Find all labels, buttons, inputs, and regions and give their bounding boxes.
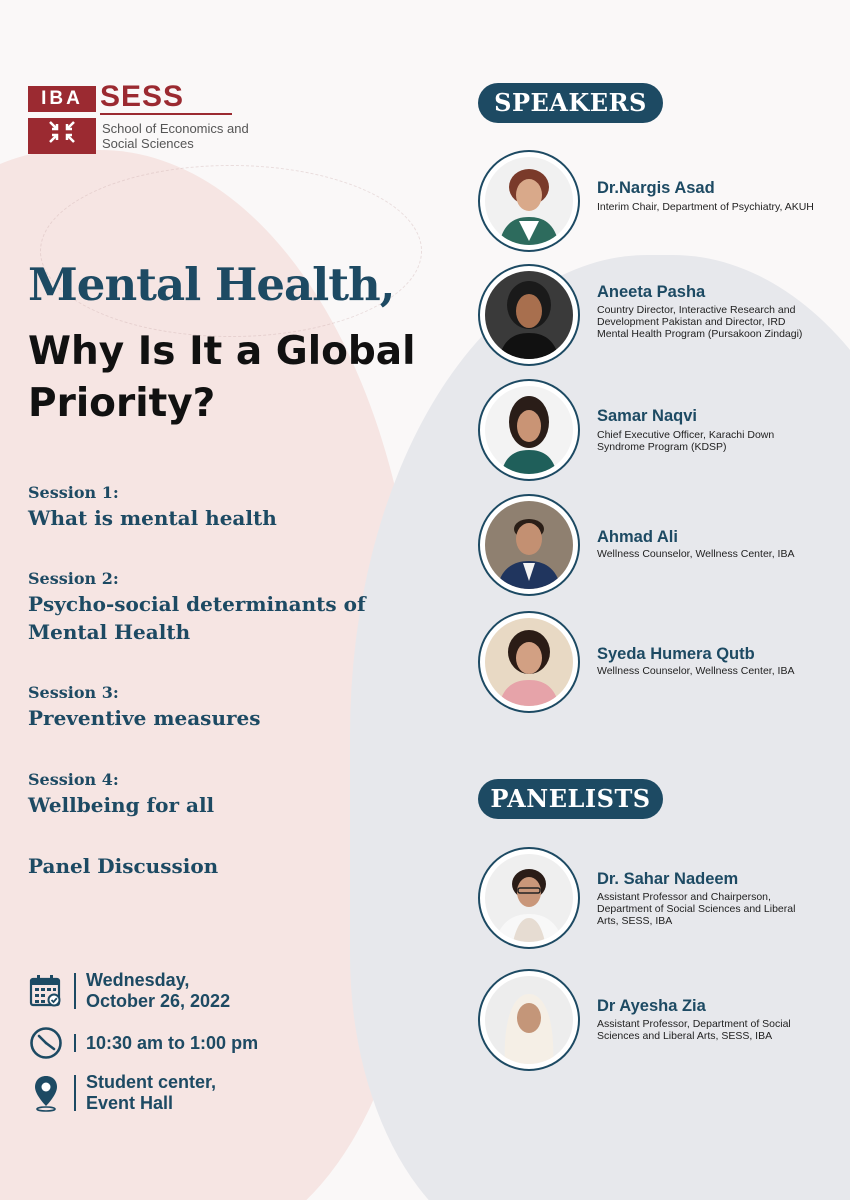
speaker-name: Ahmad Ali <box>597 528 678 546</box>
panelist-name: Dr. Sahar Nadeem <box>597 870 739 888</box>
divider <box>74 973 76 1009</box>
speakers-heading: SPEAKERS <box>478 83 663 123</box>
panelist-role: Assistant Professor, Department of Social Sciences and Liberal Arts, SESS, IBA <box>597 1018 791 1042</box>
session-topic: Wellbeing for all <box>28 793 215 817</box>
panelist-name: Dr Ayesha Zia <box>597 997 706 1015</box>
speaker-name: Samar Naqvi <box>597 407 697 425</box>
event-time <box>28 1025 258 1061</box>
avatar <box>478 969 580 1071</box>
event-time-text: 10:30 am to 1:00 pm <box>86 1032 259 1053</box>
session-label: Session 2: <box>28 569 119 588</box>
avatar <box>478 611 580 713</box>
logo-underline <box>100 113 232 115</box>
speaker-name: Dr.Nargis Asad <box>597 179 715 197</box>
event-date <box>28 970 256 1012</box>
logo-school-name: School of Economics and Social Sciences <box>102 121 249 151</box>
iba-emblem-icon <box>28 118 96 154</box>
session-2 <box>28 568 448 646</box>
session-4 <box>28 769 448 819</box>
session-topic: What is mental health <box>28 506 277 530</box>
title-main: Mental Health, <box>28 258 395 311</box>
panel-discussion-label: Panel Discussion <box>28 854 219 878</box>
speaker-role: Interim Chair, Department of Psychiatry, AKUH <box>597 201 814 213</box>
speaker-role: Wellness Counselor, Wellness Center, IBA <box>597 665 795 677</box>
speaker-name: Syeda Humera Qutb <box>597 645 755 663</box>
session-topic: Psycho-social determinants of Mental Health <box>28 592 366 644</box>
background-brain-swirl <box>40 165 422 337</box>
avatar <box>478 379 580 481</box>
logo-iba-text: IBA <box>28 86 96 112</box>
logo-sess-text: SESS <box>100 80 185 113</box>
session-3 <box>28 682 448 732</box>
event-date-text: Wednesday, October 26, 2022 <box>86 970 231 1011</box>
event-venue <box>28 1072 246 1114</box>
avatar <box>478 264 580 366</box>
session-label: Session 3: <box>28 683 119 702</box>
panelist-role: Assistant Professor and Chairperson, Department of Social Sciences and Liberal Arts, SESS, IBA <box>597 891 796 927</box>
title-sub: Why Is It a Global Priority? <box>28 329 416 426</box>
session-topic: Preventive measures <box>28 706 261 730</box>
location-pin-icon <box>28 1075 64 1111</box>
speaker-name: Aneeta Pasha <box>597 283 706 301</box>
session-1 <box>28 482 448 532</box>
divider <box>74 1075 76 1111</box>
avatar <box>478 494 580 596</box>
session-label: Session 1: <box>28 483 119 502</box>
avatar <box>478 150 580 252</box>
avatar <box>478 847 580 949</box>
event-venue-text: Student center, Event Hall <box>86 1072 217 1113</box>
session-label: Session 4: <box>28 770 119 789</box>
panelists-heading: PANELISTS <box>478 779 663 819</box>
speaker-role: Chief Executive Officer, Karachi Down Syndrome Program (KDSP) <box>597 429 775 453</box>
speaker-role: Wellness Counselor, Wellness Center, IBA <box>597 548 795 560</box>
speaker-role: Country Director, Interactive Research and Development Pakistan and Director, IRD Mental Health Program (Pursakoon Zindagi) <box>597 304 803 340</box>
calendar-icon <box>28 973 64 1009</box>
divider <box>74 1034 76 1052</box>
clock-icon <box>28 1025 64 1061</box>
